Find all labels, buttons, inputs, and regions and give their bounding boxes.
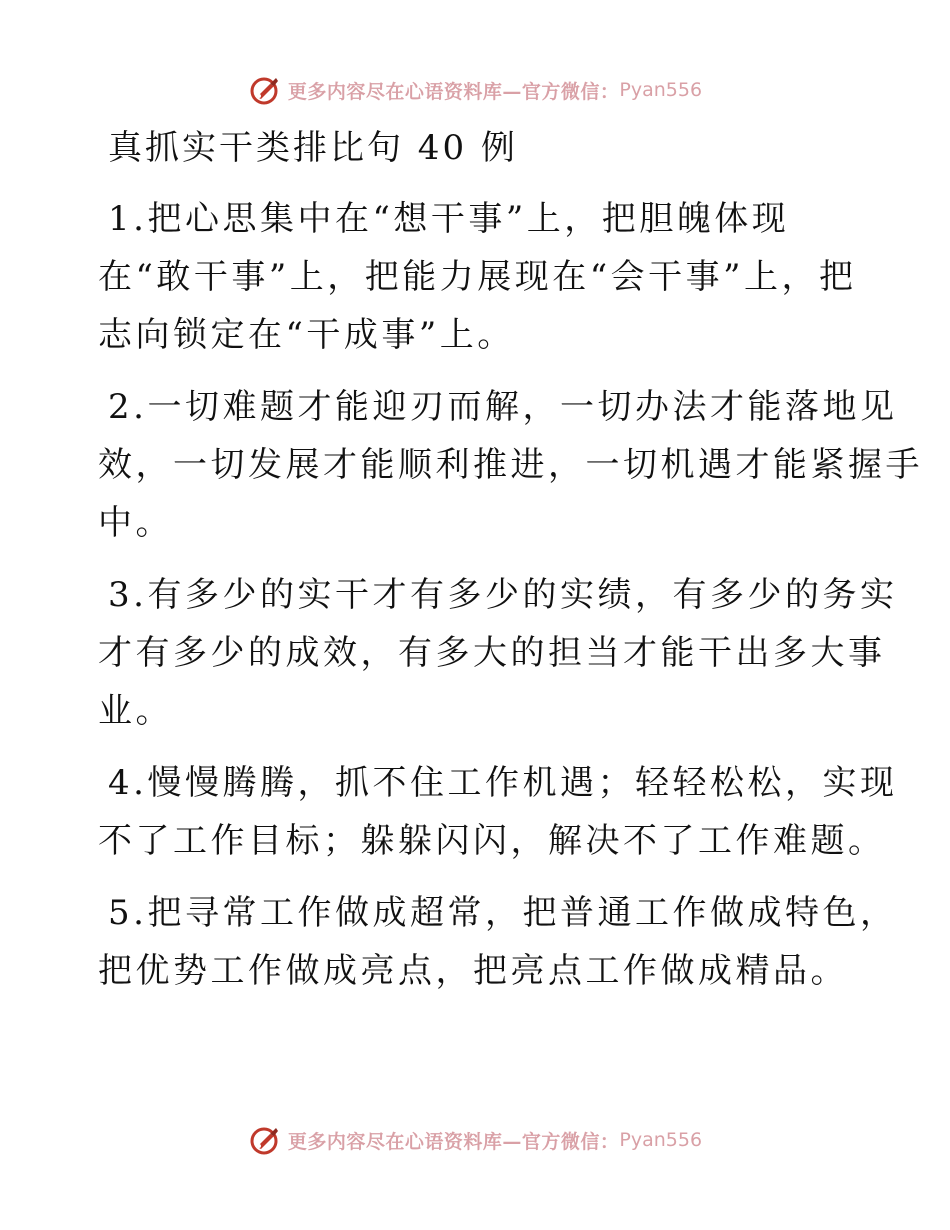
paragraph-line: 4.慢慢腾腾，抓不住工作机遇；轻轻松松，实现 bbox=[108, 763, 898, 803]
header-banner bbox=[0, 70, 950, 110]
paragraph-1 bbox=[98, 190, 858, 364]
paragraph-line: 效，一切发展才能顺利推进，一切机遇才能紧握手 bbox=[98, 445, 923, 485]
paragraph-line: 业。 bbox=[98, 691, 173, 731]
paragraph-line: 志向锁定在“干成事”上。 bbox=[98, 315, 515, 355]
paragraph-line: 在“敢干事”上，把能力展现在“会干事”上，把 bbox=[98, 257, 857, 297]
paragraph-line: 才有多少的成效，有多大的担当才能干出多大事 bbox=[98, 633, 886, 673]
document-title: 真抓实干类排比句 40 例 bbox=[108, 128, 518, 168]
paragraph-line: 2.一切难题才能迎刃而解，一切办法才能落地见 bbox=[108, 387, 898, 427]
paragraph-line: 1.把心思集中在“想干事”上，把胆魄体现 bbox=[108, 199, 790, 239]
paragraph-4 bbox=[98, 754, 898, 870]
footer-banner-text: 更多内容尽在心语资料库—官方微信： bbox=[287, 1130, 620, 1153]
paragraph-line: 中。 bbox=[98, 503, 173, 543]
document-body bbox=[98, 120, 923, 1000]
header-banner-text: 更多内容尽在心语资料库—官方微信： bbox=[287, 80, 620, 103]
header-wechat-id: Pyan556 bbox=[619, 79, 703, 101]
pen-logo-icon bbox=[248, 73, 282, 107]
paragraph-line: 不了工作目标；躲躲闪闪，解决不了工作难题。 bbox=[98, 821, 886, 861]
paragraph-line: 5.把寻常工作做成超常，把普通工作做成特色， bbox=[108, 893, 898, 933]
paragraph-5 bbox=[98, 884, 898, 1000]
paragraph-3 bbox=[98, 566, 898, 740]
footer-wechat-id: Pyan556 bbox=[619, 1129, 703, 1151]
footer-banner bbox=[0, 1120, 950, 1160]
pen-logo-icon bbox=[248, 1123, 282, 1157]
paragraph-2 bbox=[98, 378, 923, 552]
paragraph-line: 把优势工作做成亮点，把亮点工作做成精品。 bbox=[98, 951, 848, 991]
paragraph-line: 3.有多少的实干才有多少的实绩，有多少的务实 bbox=[108, 575, 898, 615]
